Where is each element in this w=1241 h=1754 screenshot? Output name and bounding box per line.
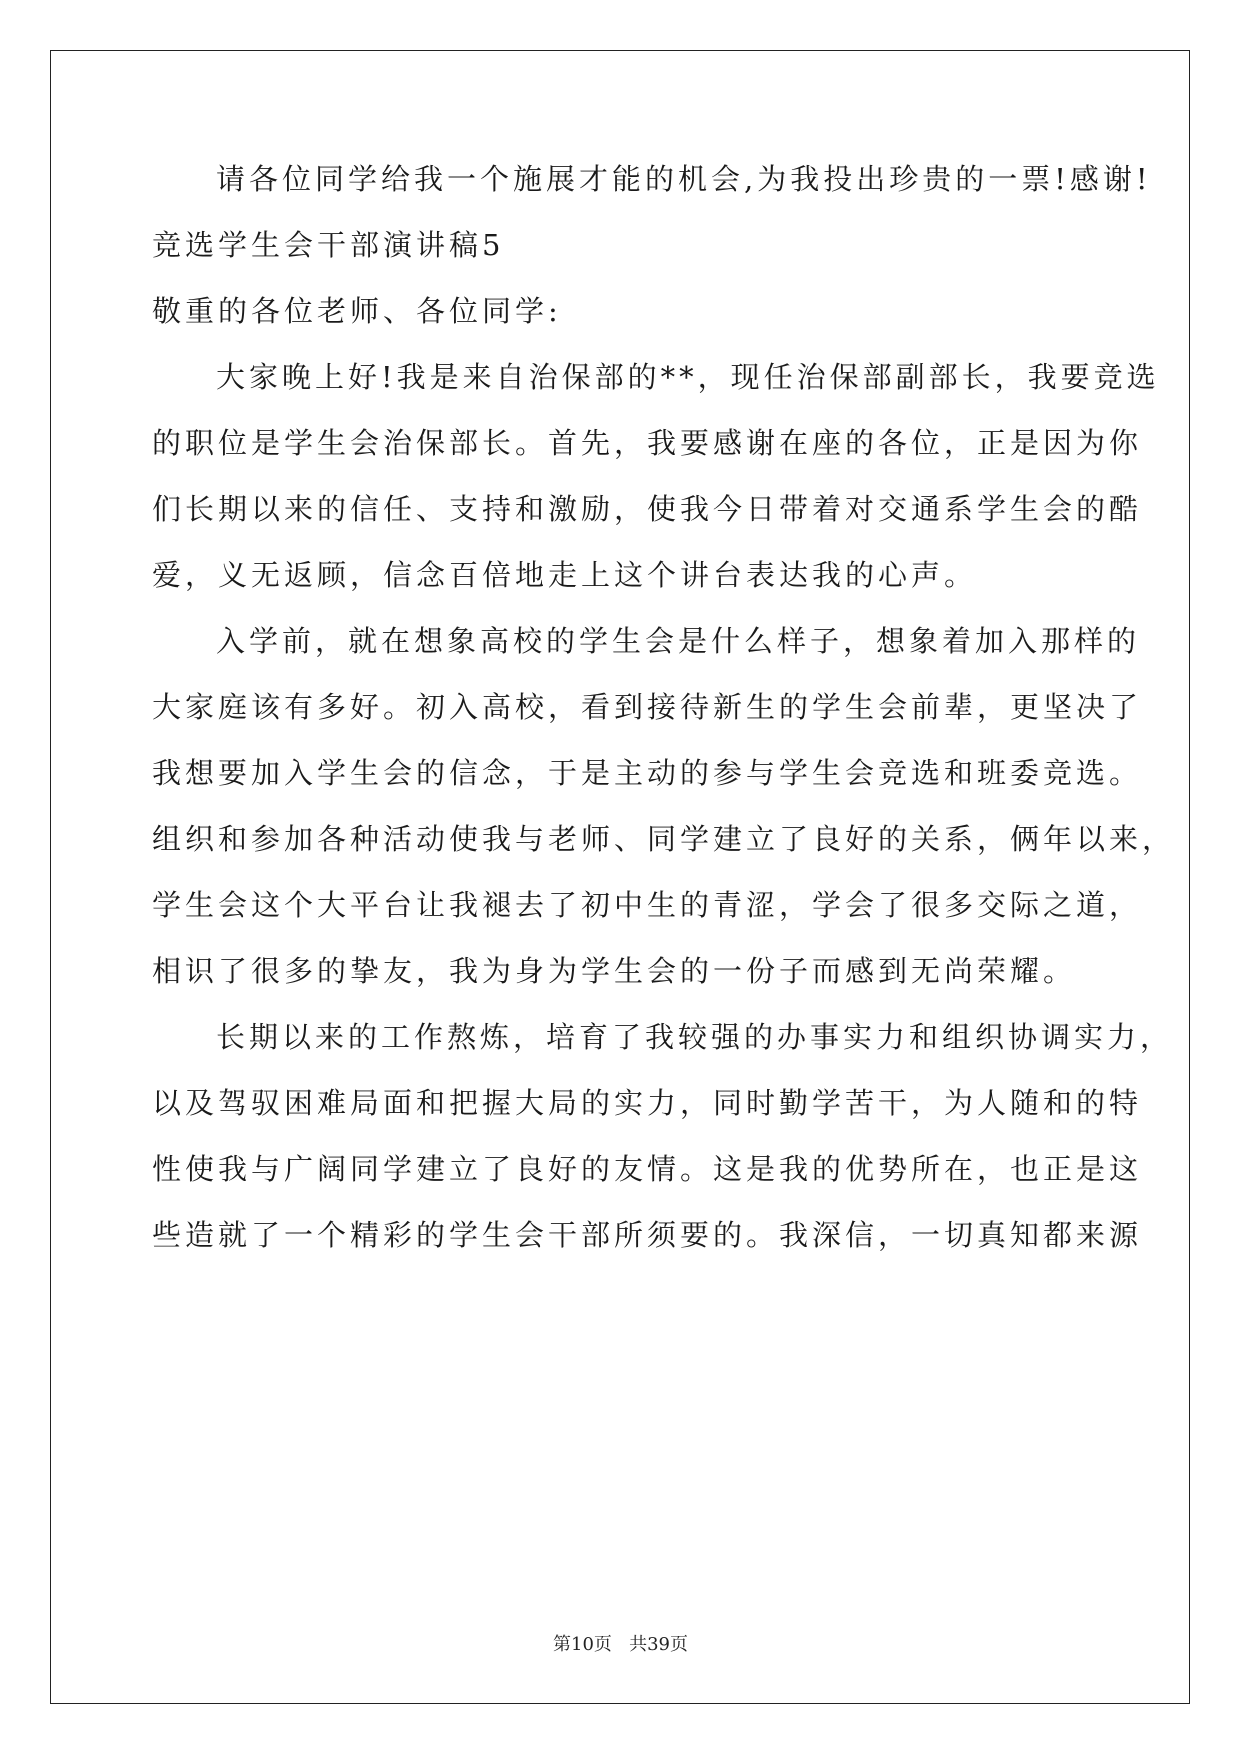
paragraph-line: 大家晚上好!我是来自治保部的**，现任治保部副部长，我要竞选 [216,360,1160,394]
paragraph-line: 的职位是学生会治保部长。首先，我要感谢在座的各位，正是因为你 [152,426,1143,460]
paragraph-line: 学生会这个大平台让我褪去了初中生的青涩，学会了很多交际之道， [152,888,1143,922]
paragraph-line: 性使我与广阔同学建立了良好的友情。这是我的优势所在，也正是这 [152,1152,1143,1186]
salutation: 敬重的各位老师、各位同学: [152,294,562,328]
paragraph-line: 请各位同学给我一个施展才能的机会,为我投出珍贵的一票!感谢! [216,162,1152,196]
paragraph-line: 爱，义无返顾，信念百倍地走上这个讲台表达我的心声。 [152,558,978,592]
section-title: 竞选学生会干部演讲稿5 [152,228,505,262]
paragraph-line: 以及驾驭困难局面和把握大局的实力，同时勤学苦干，为人随和的特 [152,1086,1143,1120]
paragraph-line: 我想要加入学生会的信念，于是主动的参与学生会竞选和班委竞选。 [152,756,1143,790]
paragraph-line: 们长期以来的信任、支持和激励，使我今日带着对交通系学生会的酷 [152,492,1143,526]
paragraph-line: 些造就了一个精彩的学生会干部所须要的。我深信，一切真知都来源 [152,1218,1143,1252]
paragraph-line: 长期以来的工作熬炼，培育了我较强的办事实力和组织协调实力， [216,1020,1174,1054]
paragraph-line: 组织和参加各种活动使我与老师、同学建立了良好的关系，俩年以来， [152,822,1176,856]
paragraph-line: 相识了很多的挚友，我为身为学生会的一份子而感到无尚荣耀。 [152,954,1077,988]
paragraph-line: 大家庭该有多好。初入高校，看到接待新生的学生会前辈，更坚决了 [152,690,1143,724]
page-number-footer: 第10页 共39页 [553,1634,688,1655]
paragraph-line: 入学前，就在想象高校的学生会是什么样子，想象着加入那样的 [216,624,1141,658]
document-body [152,162,1176,1284]
